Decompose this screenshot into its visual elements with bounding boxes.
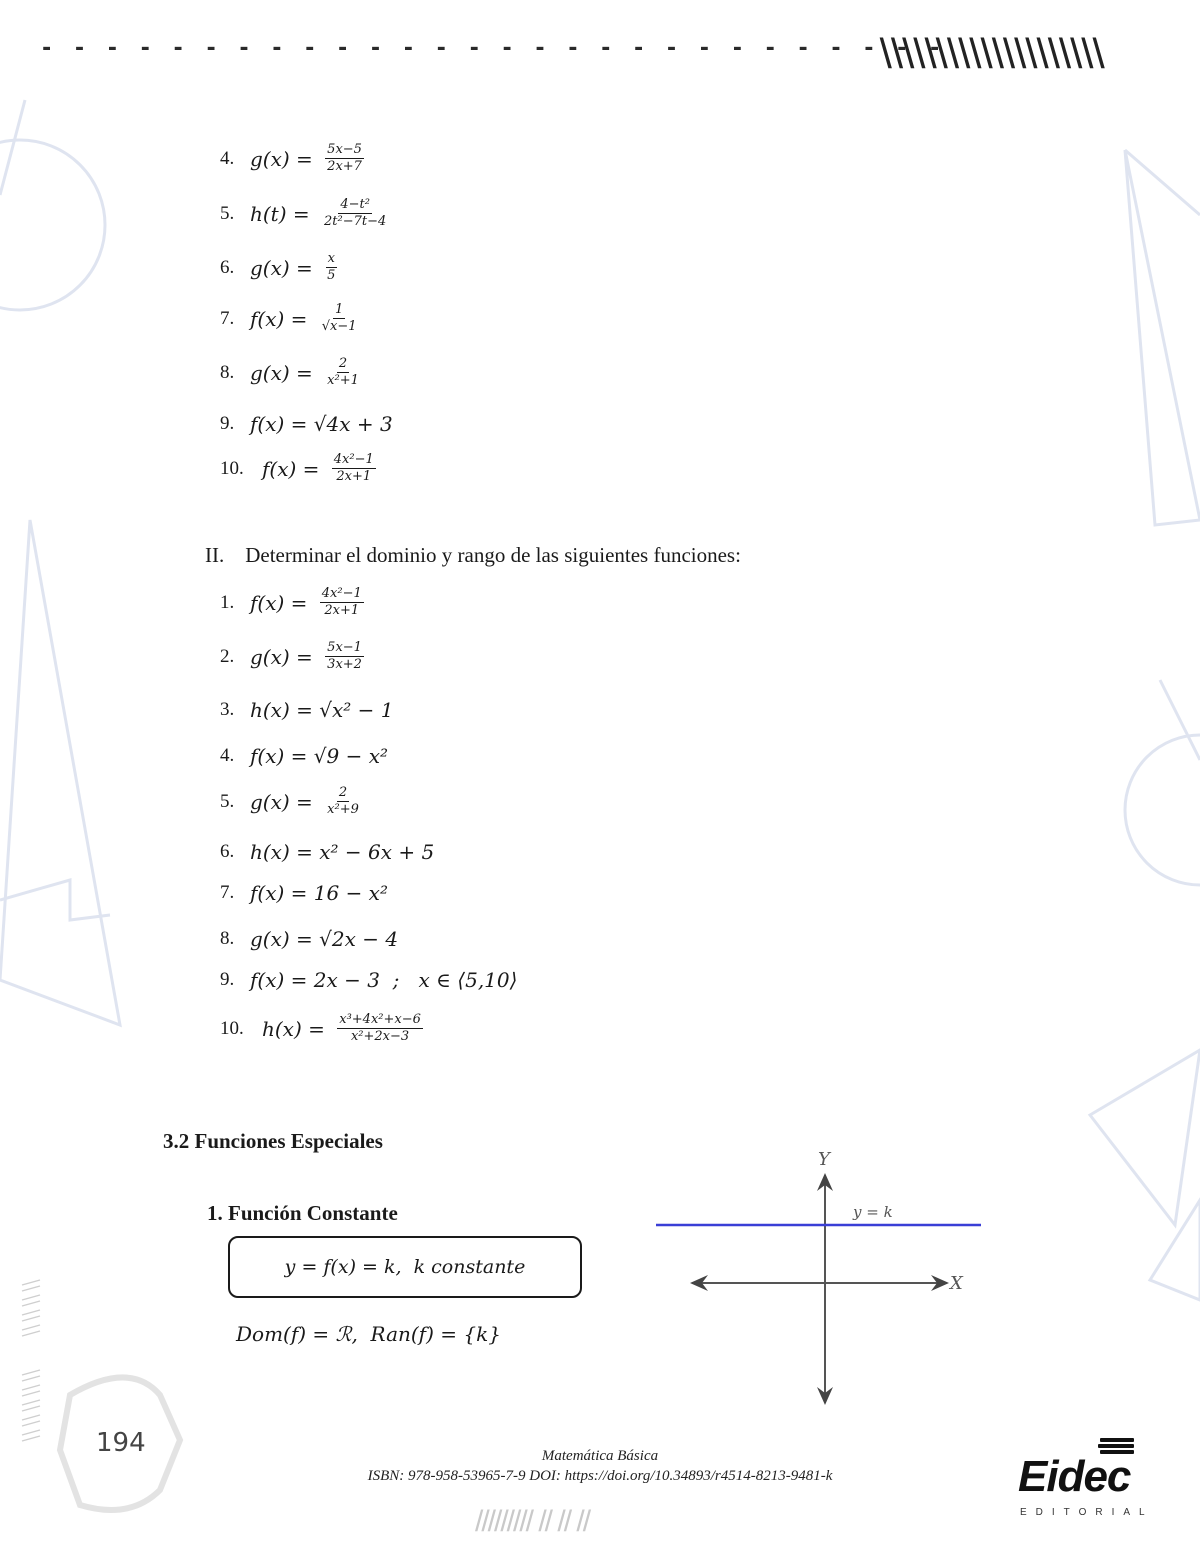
function-expression: h(x) = √x² − 1 (250, 698, 394, 722)
function-lhs: h(t) = (250, 201, 316, 226)
denominator: x²+1 (327, 373, 359, 388)
list-item (220, 698, 393, 722)
item-number: 2. (220, 645, 235, 667)
fraction (325, 641, 364, 672)
list-item (220, 357, 361, 388)
item-number: 6. (220, 841, 235, 862)
numerator: x³+4x²+x−6 (339, 1012, 421, 1027)
function-expression: f(x) = 2x − 3 ; x ∈ ⟨5,10⟩ (250, 968, 518, 992)
function-lhs: g(x) = (250, 644, 320, 669)
numerator: 4x²−1 (321, 586, 362, 601)
denominator: 2x+1 (336, 469, 372, 484)
denominator: √x−1 (321, 319, 357, 334)
denominator: x²+9 (327, 802, 359, 817)
numerator: 4x²−1 (333, 452, 374, 467)
list-item (220, 1013, 423, 1044)
footer-isbn-doi: ISBN: 978-958-53965-7-9 DOI: https://doi.org/10.34893/r4514-8213-9481-k (367, 1468, 833, 1484)
fraction (325, 786, 361, 817)
function-lhs: g(x) = (250, 146, 320, 171)
list-item (220, 412, 393, 436)
item-number: 4. (220, 745, 235, 766)
numerator: 2 (338, 356, 348, 371)
denominator: 5 (327, 268, 336, 283)
item-number: 6. (220, 256, 235, 278)
numerator: 5x−5 (327, 142, 362, 157)
list-item (220, 927, 398, 951)
function-expression: f(x) = 16 − x² (250, 881, 388, 905)
denominator: 2x+1 (324, 603, 360, 618)
logo-subtitle: EDITORIAL (1020, 1507, 1154, 1518)
list-item (220, 303, 359, 334)
formula-box (228, 1236, 582, 1298)
item-number: 5. (220, 202, 235, 224)
function-lhs: f(x) = (262, 456, 326, 481)
function-expression: f(x) = √9 − x² (250, 744, 388, 768)
fraction (325, 143, 364, 174)
logo: Eidec (1018, 1452, 1131, 1501)
numerator: 5x−1 (327, 640, 362, 655)
list-item (220, 881, 388, 905)
item-number: 7. (220, 882, 235, 903)
function-lhs: g(x) = (250, 360, 320, 385)
constant-function-formula: y = f(x) = k, k constante (284, 1256, 526, 1278)
numerator: 2 (338, 785, 348, 800)
fraction (332, 453, 376, 484)
numerator: x (327, 251, 335, 266)
section-heading: 3.2 Funciones Especiales (163, 1129, 383, 1153)
function-expression: g(x) = √2x − 4 (250, 927, 399, 951)
section-ii-heading: II. Determinar el dominio y rango de las siguientes funciones: (205, 543, 741, 567)
numerator: 4−t² (340, 197, 370, 212)
item-number: 10. (220, 1017, 244, 1039)
item-number: 1. (220, 591, 235, 613)
item-number: 9. (220, 969, 235, 990)
header-slashes: \\\\\\\\\\\\\\\\\\\\ (879, 30, 1104, 77)
footer-slashes: ///////// // // // (475, 1505, 590, 1538)
function-lhs: h(x) = (262, 1016, 332, 1041)
domain-range: Dom(f) = ℛ, Ran(f) = {k} (236, 1322, 501, 1346)
item-number: 7. (220, 307, 235, 329)
line-label: y = k (853, 1203, 893, 1221)
fraction (322, 198, 388, 229)
item-number: 8. (220, 928, 235, 949)
item-number: 8. (220, 361, 235, 383)
list-item (220, 786, 361, 817)
denominator: x²+2x−3 (350, 1029, 410, 1044)
function-lhs: f(x) = (250, 590, 314, 615)
list-item (220, 744, 388, 768)
item-number: 9. (220, 413, 235, 434)
list-item (220, 143, 364, 174)
subsection-heading: 1. Función Constante (207, 1201, 398, 1225)
footer-title: Matemática Básica (541, 1448, 659, 1464)
list-item (220, 587, 364, 618)
numerator: 1 (335, 302, 344, 317)
item-number: 3. (220, 699, 235, 720)
fraction (337, 1013, 423, 1044)
denominator: 3x+2 (327, 657, 362, 672)
function-lhs: g(x) = (250, 255, 320, 280)
item-number: 10. (220, 457, 244, 479)
list-item (220, 641, 364, 672)
function-expression: f(x) = √4x + 3 (250, 412, 393, 436)
x-axis-label: X (950, 1273, 963, 1294)
fraction (325, 357, 361, 388)
header-dashes: - - - - - - - - - - - - - - - - - - - - - - - - - - - - (40, 36, 945, 61)
page-number: 194 (96, 1428, 146, 1458)
list-item (220, 198, 388, 229)
denominator: 2t²−7t−4 (324, 214, 387, 229)
y-axis-label: Y (818, 1149, 830, 1170)
fraction (325, 252, 337, 283)
item-number: 5. (220, 790, 235, 812)
list-item (220, 968, 517, 992)
fraction (320, 303, 359, 334)
list-item (220, 453, 376, 484)
function-lhs: g(x) = (250, 789, 320, 814)
list-item (220, 840, 434, 864)
function-expression: h(x) = x² − 6x + 5 (250, 840, 435, 864)
function-lhs: f(x) = (250, 306, 314, 331)
denominator: 2x+7 (327, 159, 362, 174)
fraction (320, 587, 364, 618)
item-number: 4. (220, 147, 235, 169)
constant-function-graph (650, 1145, 990, 1410)
list-item (220, 252, 337, 283)
